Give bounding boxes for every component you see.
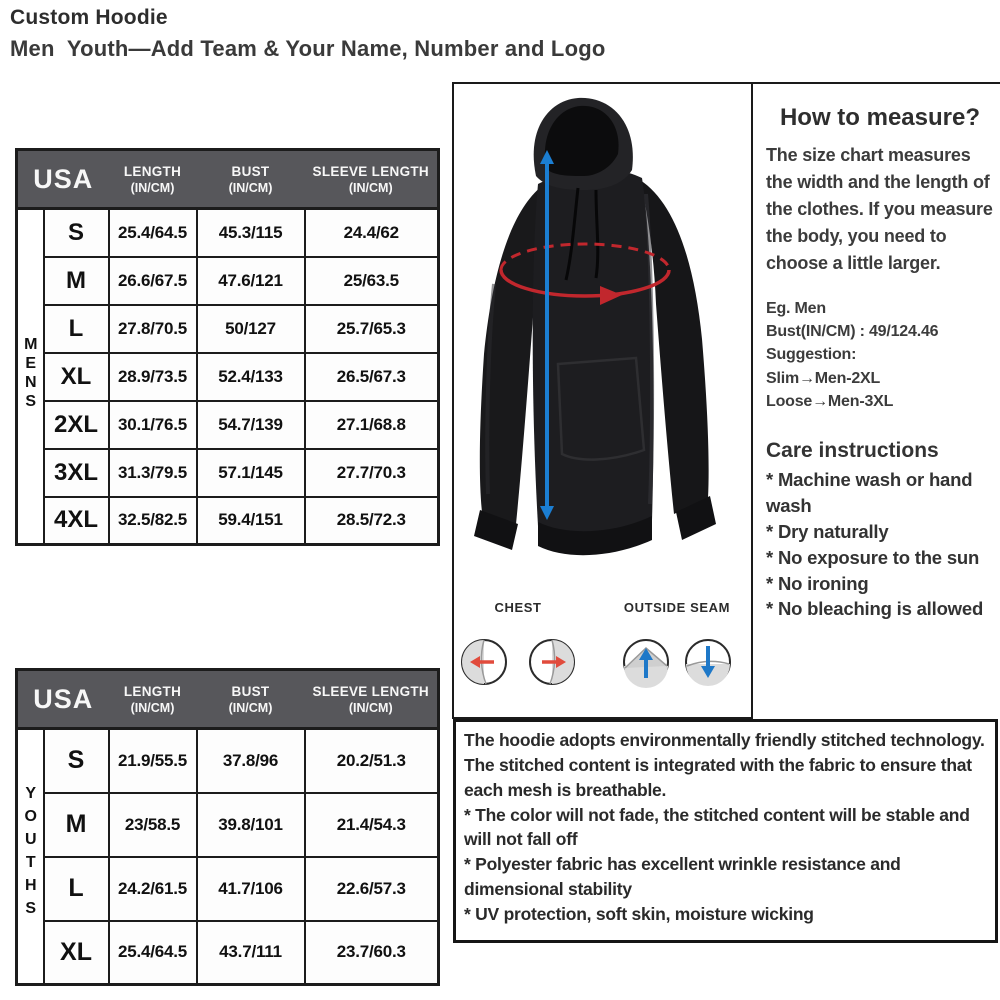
sleeve-header-unit: (IN/CM) <box>348 700 393 715</box>
bust-cell: 54.7/139 <box>197 401 305 449</box>
size-cell: M <box>44 257 109 305</box>
care-item: * Dry naturally <box>766 520 889 542</box>
bust-cell: 50/127 <box>197 305 305 353</box>
length-cell: 27.8/70.5 <box>109 305 197 353</box>
table-row <box>17 305 439 353</box>
table-row <box>17 921 439 985</box>
sleeve-cell: 25/63.5 <box>305 257 439 305</box>
note-line: The hoodie adopts environmentally friendly stitched technology. The stitched content is integrated with the fabric to ensure that each mesh is breathable. <box>464 730 985 800</box>
bust-cell: 37.8/96 <box>197 729 305 793</box>
bust-cell: 59.4/151 <box>197 497 305 545</box>
mens-chart-header-row <box>17 150 439 209</box>
bust-cell: 41.7/106 <box>197 857 305 921</box>
youth-vertical-label <box>17 729 44 985</box>
sleeve-cell: 27.7/70.3 <box>305 449 439 497</box>
size-cell: S <box>44 209 109 257</box>
bust-cell: 45.3/115 <box>197 209 305 257</box>
length-header-unit: (IN/CM) <box>130 180 175 195</box>
mens-header-bust <box>197 150 305 209</box>
bust-cell: 57.1/145 <box>197 449 305 497</box>
sleeve-cell: 22.6/57.3 <box>305 857 439 921</box>
size-cell: M <box>44 793 109 857</box>
length-header-label: LENGTH <box>123 163 182 179</box>
outside-seam-icon-up <box>624 640 668 688</box>
youth-header-sleeve <box>305 670 439 729</box>
youth-vertical-label-text: YOUTHS <box>22 785 40 923</box>
size-cell: S <box>44 729 109 793</box>
length-cell: 25.4/64.5 <box>109 921 197 985</box>
note-line: * UV protection, soft skin, moisture wicking <box>464 903 814 924</box>
size-cell: L <box>44 857 109 921</box>
size-cell: XL <box>44 353 109 401</box>
mens-header-length <box>109 150 197 209</box>
page-subtitle: Men Youth—Add Team & Your Name, Number and Logo <box>10 36 606 61</box>
size-cell: 4XL <box>44 497 109 545</box>
bust-cell: 52.4/133 <box>197 353 305 401</box>
care-instructions-block <box>766 439 994 622</box>
length-cell: 23/58.5 <box>109 793 197 857</box>
size-cell: 2XL <box>44 401 109 449</box>
table-row <box>17 793 439 857</box>
care-item: * Machine wash or hand wash <box>766 468 973 516</box>
sleeve-header-label: SLEEVE LENGTH <box>312 163 429 179</box>
example-line: Slim→Men-2XL <box>766 369 881 387</box>
care-item: * No ironing <box>766 572 869 594</box>
size-cell: L <box>44 305 109 353</box>
sleeve-cell: 21.4/54.3 <box>305 793 439 857</box>
care-item: * No bleaching is allowed <box>766 598 984 620</box>
sleeve-header-label: SLEEVE LENGTH <box>312 683 429 699</box>
table-row <box>17 729 439 793</box>
bust-cell: 43.7/111 <box>197 921 305 985</box>
note-line: * Polyester fabric has excellent wrinkle resistance and dimensional stability <box>464 854 901 900</box>
sleeve-cell: 25.7/65.3 <box>305 305 439 353</box>
size-cell: XL <box>44 921 109 985</box>
care-item: * No exposure to the sun <box>766 546 980 568</box>
sleeve-cell: 24.4/62 <box>305 209 439 257</box>
length-cell: 26.6/67.5 <box>109 257 197 305</box>
length-cell: 25.4/64.5 <box>109 209 197 257</box>
outside-seam-icon-down <box>686 640 730 686</box>
chest-measure-icon-left <box>462 640 506 684</box>
example-line: Loose→Men-3XL <box>766 392 894 410</box>
example-line: Eg. Men <box>766 300 826 317</box>
how-to-measure-heading: How to measure? <box>779 104 981 131</box>
youth-chart-header-row <box>17 670 439 729</box>
length-cell: 32.5/82.5 <box>109 497 197 545</box>
sleeve-cell: 20.2/51.3 <box>305 729 439 793</box>
mens-header-sleeve <box>305 150 439 209</box>
length-cell: 28.9/73.5 <box>109 353 197 401</box>
sleeve-header-unit: (IN/CM) <box>348 180 393 195</box>
chest-label: CHEST <box>494 600 542 615</box>
care-instructions-heading: Care instructions <box>766 438 939 462</box>
bust-header-label: BUST <box>231 683 270 699</box>
how-to-measure-body: The size chart measures the width and the length of the clothes. If you measure the body, you need to choose a little larger. <box>766 145 993 273</box>
sleeve-cell: 26.5/67.3 <box>305 353 439 401</box>
bust-header-label: BUST <box>231 163 270 179</box>
bust-header-unit: (IN/CM) <box>228 700 273 715</box>
hoodie-illustration <box>454 84 751 717</box>
example-line: Suggestion: <box>766 346 857 364</box>
table-row <box>17 857 439 921</box>
length-cell: 31.3/79.5 <box>109 449 197 497</box>
sleeve-cell: 28.5/72.3 <box>305 497 439 545</box>
sizing-example-block <box>766 297 994 413</box>
size-cell: 3XL <box>44 449 109 497</box>
table-row <box>17 401 439 449</box>
length-cell: 24.2/61.5 <box>109 857 197 921</box>
hoodie-photo-box <box>452 82 753 719</box>
length-header-unit: (IN/CM) <box>130 700 175 715</box>
example-line: Bust(IN/CM) : 49/124.46 <box>766 323 939 341</box>
length-cell: 21.9/55.5 <box>109 729 197 793</box>
table-row <box>17 257 439 305</box>
mens-header-usa: USA <box>17 150 109 209</box>
hoodie-torso <box>533 169 654 535</box>
youth-header-length <box>109 670 197 729</box>
bust-cell: 47.6/121 <box>197 257 305 305</box>
mens-vertical-label-text: MENS <box>22 336 40 412</box>
hoodie-drawstring-right <box>596 190 598 278</box>
table-row <box>17 497 439 545</box>
table-row <box>17 449 439 497</box>
youth-header-usa: USA <box>17 670 109 729</box>
sleeve-cell: 23.7/60.3 <box>305 921 439 985</box>
length-cell: 30.1/76.5 <box>109 401 197 449</box>
mens-vertical-label <box>17 209 44 545</box>
table-row <box>17 353 439 401</box>
how-to-measure-panel <box>753 82 1000 719</box>
note-line: * The color will not fade, the stitched content will be stable and will not fall off <box>464 804 970 850</box>
youth-header-bust <box>197 670 305 729</box>
page-title: Custom Hoodie <box>10 6 168 29</box>
mens-size-chart <box>15 148 440 546</box>
table-row <box>17 209 439 257</box>
youth-size-chart <box>15 668 440 986</box>
bust-cell: 39.8/101 <box>197 793 305 857</box>
sleeve-cell: 27.1/68.8 <box>305 401 439 449</box>
bust-header-unit: (IN/CM) <box>228 180 273 195</box>
outside-seam-label: OUTSIDE SEAM <box>623 600 731 615</box>
chest-measure-icon-right <box>530 640 574 684</box>
product-notes-box <box>453 719 998 943</box>
length-header-label: LENGTH <box>123 683 182 699</box>
